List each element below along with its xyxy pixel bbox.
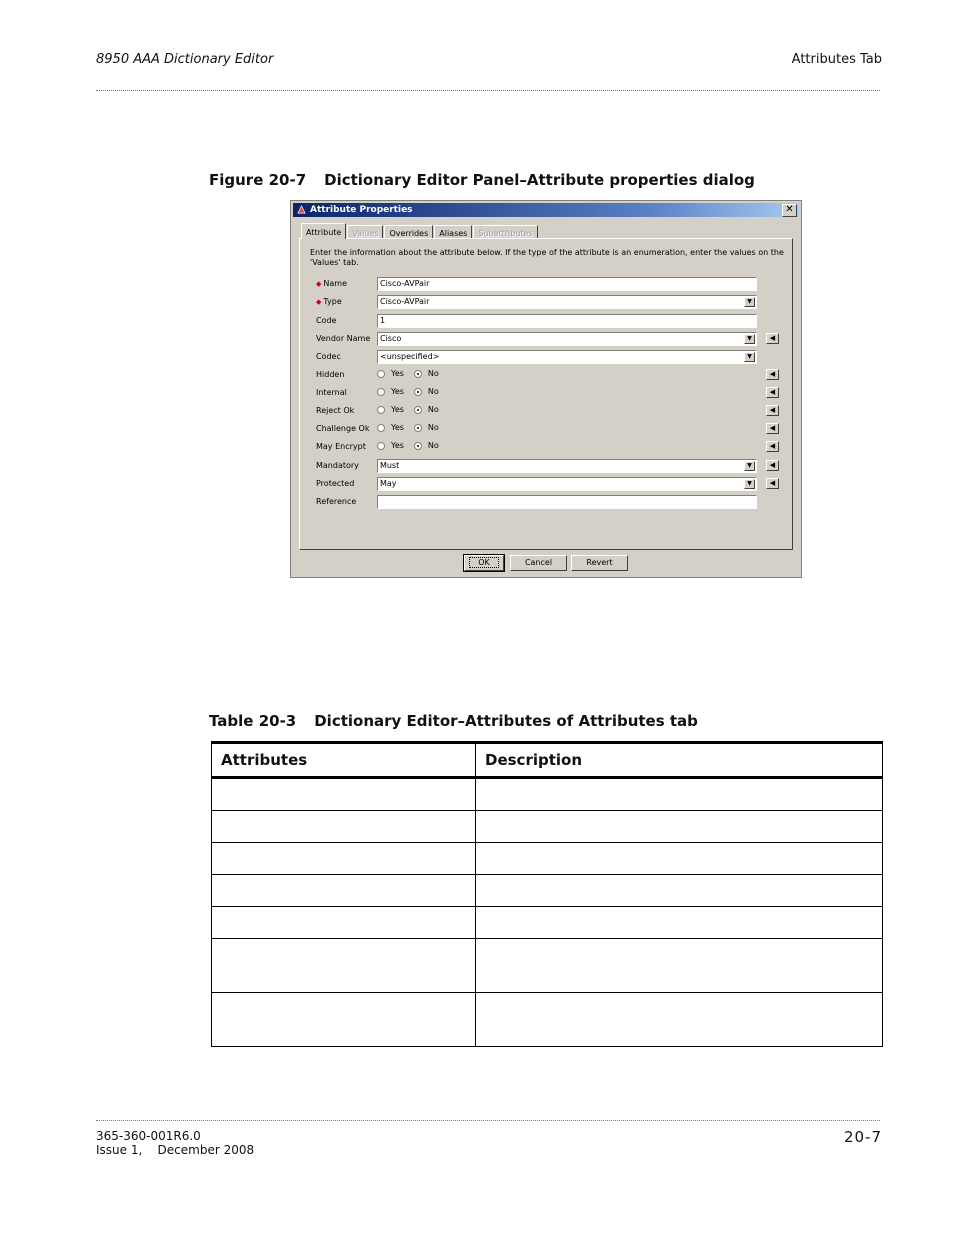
arrow-left-icon: ◀ — [769, 406, 776, 414]
table-cell — [212, 993, 476, 1047]
close-button[interactable] — [782, 204, 797, 217]
table-cell — [476, 907, 883, 939]
vendor-name-row — [300, 332, 794, 346]
hidden-radio-group: Yes No — [377, 369, 439, 378]
type-row — [300, 295, 794, 309]
table-cell — [212, 875, 476, 907]
page-header-doc-title: 8950 AAA Dictionary Editor — [96, 52, 274, 67]
reject-ok-label: Reject Ok — [316, 406, 355, 415]
arrow-left-icon: ◀ — [769, 370, 776, 378]
protected-row — [300, 477, 794, 491]
table-title — [209, 712, 698, 730]
table-row — [212, 907, 883, 939]
chevron-down-icon[interactable]: ▼ — [744, 479, 755, 489]
challenge-ok-yes-radio[interactable] — [377, 424, 385, 432]
tab-strip — [301, 223, 539, 239]
codec-row — [300, 350, 794, 364]
arrow-left-icon: ◀ — [769, 334, 776, 342]
mandatory-row — [300, 459, 794, 473]
figure-label: Figure 20-7 — [209, 171, 307, 189]
internal-label: Internal — [316, 388, 347, 397]
vendor-name-select[interactable]: Cisco ▼ — [377, 332, 757, 346]
table-caption: Dictionary Editor–Attributes of Attributes tab — [314, 712, 698, 730]
table-row — [212, 939, 883, 993]
table-cell — [476, 993, 883, 1047]
type-label: ◆ Type — [316, 297, 342, 306]
chevron-down-icon[interactable]: ▼ — [744, 297, 755, 307]
revert-button[interactable]: Revert — [571, 555, 628, 571]
name-input[interactable]: Cisco-AVPair — [377, 277, 757, 291]
reject-ok-no-radio[interactable] — [414, 406, 422, 414]
arrow-left-icon: ◀ — [769, 479, 776, 487]
name-label: ◆ Name — [316, 279, 347, 288]
may-encrypt-yes-radio[interactable] — [377, 442, 385, 450]
internal-no-radio[interactable] — [414, 388, 422, 396]
protected-inherit-button[interactable] — [766, 478, 779, 489]
may-encrypt-inherit-button[interactable] — [766, 441, 779, 452]
reject-ok-radio-group: Yes No — [377, 405, 439, 414]
page-number: 20-7 — [843, 1128, 882, 1146]
challenge-ok-label: Challenge Ok — [316, 424, 370, 433]
may-encrypt-radio-group: Yes No — [377, 441, 439, 450]
footer-rule — [96, 1120, 880, 1121]
figure-title — [209, 171, 755, 189]
dialog-button-bar — [291, 555, 801, 573]
vendor-name-label: Vendor Name — [316, 334, 371, 343]
table-cell — [212, 907, 476, 939]
type-select[interactable]: Cisco-AVPair ▼ — [377, 295, 757, 309]
figure-caption: Dictionary Editor Panel–Attribute properties dialog — [324, 171, 755, 189]
attribute-properties-dialog — [290, 200, 802, 578]
may-encrypt-row — [300, 440, 794, 454]
table-cell — [212, 811, 476, 843]
reject-ok-row — [300, 404, 794, 418]
may-encrypt-label: May Encrypt — [316, 442, 366, 451]
challenge-ok-no-radio[interactable] — [414, 424, 422, 432]
chevron-down-icon[interactable]: ▼ — [744, 352, 755, 362]
mandatory-label: Mandatory — [316, 461, 359, 470]
codec-label: Codec — [316, 352, 341, 361]
tab-overrides[interactable]: Overrides — [384, 225, 433, 239]
intro-text: Enter the information about the attribute below. If the type of the attribute is an enumeration, enter the values on the 'Values' tab. — [310, 248, 784, 267]
hidden-yes-radio[interactable] — [377, 370, 385, 378]
tab-values: Values — [347, 225, 383, 239]
vendor-name-inherit-button[interactable] — [766, 333, 779, 344]
challenge-ok-inherit-button[interactable] — [766, 423, 779, 434]
code-label: Code — [316, 316, 337, 325]
tab-aliases[interactable]: Aliases — [434, 225, 472, 239]
hidden-label: Hidden — [316, 370, 345, 379]
table-header-row — [212, 743, 883, 778]
challenge-ok-row — [300, 422, 794, 436]
table-row — [212, 993, 883, 1047]
table-cell — [476, 843, 883, 875]
tab-subattributes: Subattributes — [473, 225, 537, 239]
name-row — [300, 277, 794, 291]
reject-ok-inherit-button[interactable] — [766, 405, 779, 416]
table-label: Table 20-3 — [209, 712, 297, 730]
dialog-titlebar[interactable] — [293, 203, 799, 217]
mandatory-inherit-button[interactable] — [766, 460, 779, 471]
reference-row — [300, 495, 794, 509]
tab-attribute[interactable]: Attribute — [301, 223, 346, 239]
reference-input[interactable] — [377, 495, 757, 509]
required-icon: ◆ — [316, 298, 322, 306]
arrow-left-icon: ◀ — [769, 461, 776, 469]
table-cell — [476, 875, 883, 907]
may-encrypt-no-radio[interactable] — [414, 442, 422, 450]
reference-label: Reference — [316, 497, 357, 506]
footer-issue: Issue 1, December 2008 — [96, 1143, 255, 1157]
table-cell — [212, 939, 476, 993]
page-header-section: Attributes Tab — [791, 52, 882, 67]
reject-ok-yes-radio[interactable] — [377, 406, 385, 414]
app-logo-icon — [297, 205, 306, 214]
internal-radio-group: Yes No — [377, 387, 439, 396]
arrow-left-icon: ◀ — [769, 442, 776, 450]
table-cell — [476, 778, 883, 811]
challenge-ok-radio-group: Yes No — [377, 423, 439, 432]
table-row — [212, 843, 883, 875]
arrow-left-icon: ◀ — [769, 388, 776, 396]
hidden-row — [300, 368, 794, 382]
protected-label: Protected — [316, 479, 355, 488]
chevron-down-icon[interactable]: ▼ — [744, 334, 755, 344]
close-icon: ✕ — [785, 204, 794, 215]
table-cell — [476, 811, 883, 843]
chevron-down-icon[interactable]: ▼ — [744, 461, 755, 471]
mandatory-select[interactable]: Must ▼ — [377, 459, 757, 473]
code-row — [300, 314, 794, 328]
column-header-description: Description — [476, 743, 883, 778]
internal-row — [300, 386, 794, 400]
table-row — [212, 875, 883, 907]
required-icon: ◆ — [316, 280, 322, 288]
dialog-title: Attribute Properties — [310, 205, 413, 215]
table-row — [212, 811, 883, 843]
column-header-attributes: Attributes — [212, 743, 476, 778]
cancel-button[interactable]: Cancel — [510, 555, 567, 571]
header-rule — [96, 90, 880, 91]
attributes-table — [211, 741, 883, 1047]
table-cell — [212, 843, 476, 875]
hidden-no-radio[interactable] — [414, 370, 422, 378]
internal-yes-radio[interactable] — [377, 388, 385, 396]
internal-inherit-button[interactable] — [766, 387, 779, 398]
attribute-tab-panel — [299, 238, 793, 550]
footer-doc-number: 365-360-001R6.0 — [96, 1129, 201, 1143]
codec-select[interactable]: <unspecified> ▼ — [377, 350, 757, 364]
code-input[interactable]: 1 — [377, 314, 757, 328]
arrow-left-icon: ◀ — [769, 424, 776, 432]
table-row — [212, 778, 883, 811]
table-cell — [476, 939, 883, 993]
protected-select[interactable]: May ▼ — [377, 477, 757, 491]
hidden-inherit-button[interactable] — [766, 369, 779, 380]
ok-button[interactable]: OK — [464, 555, 504, 571]
table-cell — [212, 778, 476, 811]
